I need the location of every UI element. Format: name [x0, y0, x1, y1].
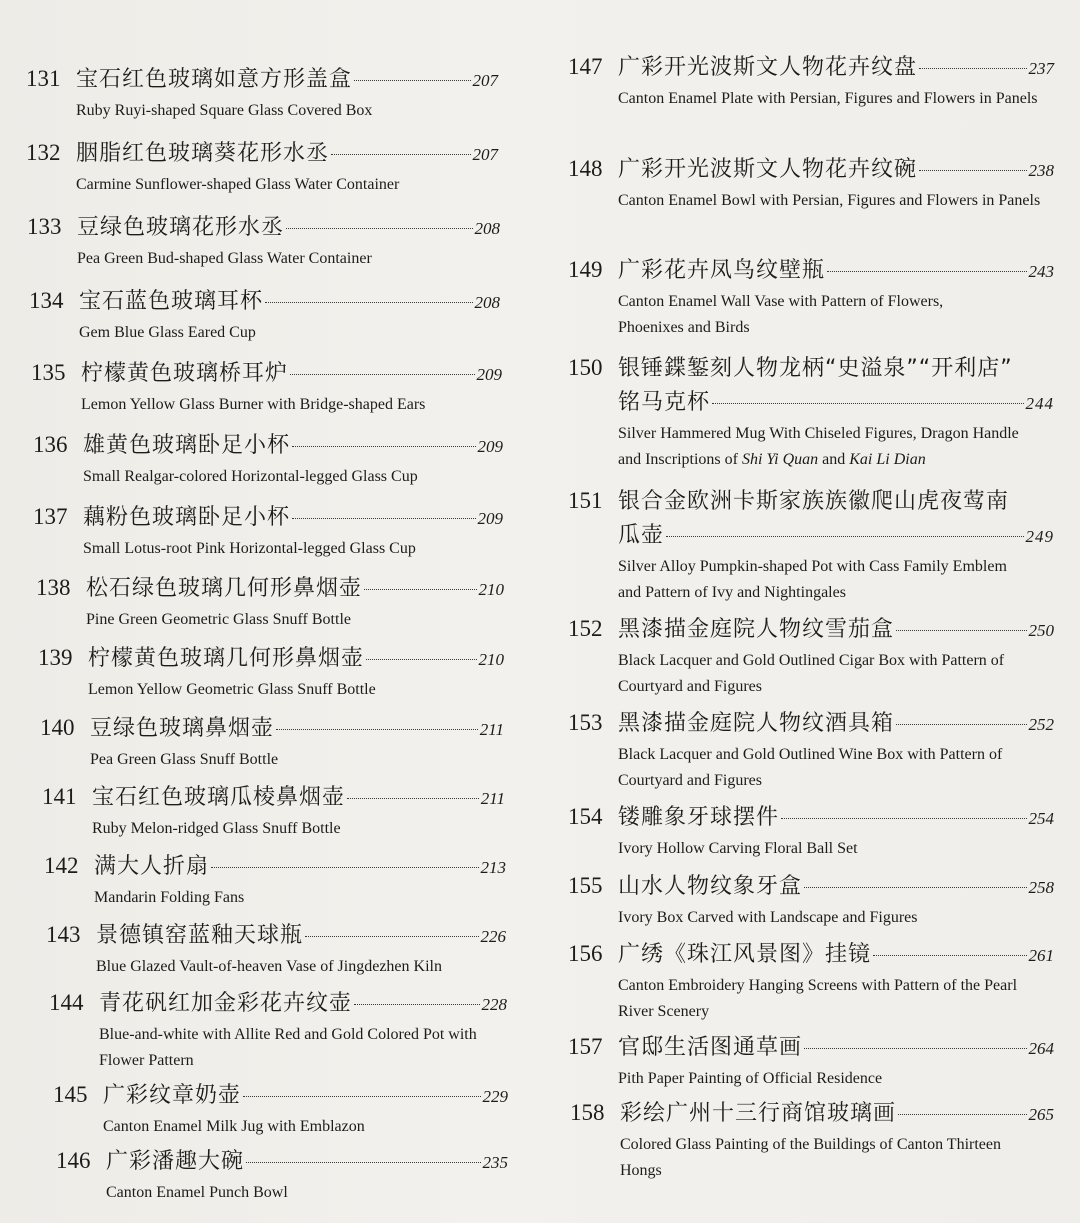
dot-leader: [286, 228, 472, 229]
dot-leader: [331, 154, 470, 155]
entry-title-en: Mandarin Folding Fans: [94, 889, 245, 906]
entry-page: 228: [481, 995, 507, 1014]
entry-page: 208: [474, 293, 500, 312]
entry-title-zh: 松石绿色玻璃几何形鼻烟壶: [86, 576, 363, 601]
entry-title-en: Pea Green Bud-shaped Glass Water Container: [77, 250, 372, 267]
entry-title-en: Ruby Ruyi-shaped Square Glass Covered Box: [76, 102, 373, 119]
entry-page: 261: [1028, 946, 1054, 965]
dot-leader: [364, 589, 476, 590]
entry-title-zh: 柠檬黄色玻璃桥耳炉: [81, 361, 289, 386]
entry-page: 258: [1028, 878, 1054, 897]
entry-title-zh: 黑漆描金庭院人物纹酒具箱: [618, 711, 895, 736]
entry-title-zh: 广彩潘趣大碗: [106, 1149, 245, 1174]
dot-leader: [898, 1114, 1026, 1115]
dot-leader: [712, 403, 1023, 404]
entry-title-zh: 宝石蓝色玻璃耳杯: [79, 289, 264, 314]
entry-title-en: Black Lacquer and Gold Outlined Cigar Box with Pattern of Courtyard and Figures: [618, 652, 1005, 695]
entry-title-en: Carmine Sunflower-shaped Glass Water Container: [76, 176, 400, 193]
dot-leader: [243, 1096, 480, 1097]
entry-number: 131: [26, 66, 61, 91]
toc-entry: [56, 1144, 508, 1206]
entry-number: 157: [568, 1034, 603, 1059]
entry-title-en: Ivory Hollow Carving Floral Ball Set: [618, 840, 858, 857]
entry-page: 207: [472, 71, 498, 90]
entry-title-zh: 宝石红色玻璃如意方形盖盒: [76, 67, 353, 92]
toc-entry: [33, 500, 503, 562]
toc-entry: [49, 986, 507, 1074]
entry-page: 265: [1028, 1105, 1054, 1124]
entry-title-en: Blue Glazed Vault-of-heaven Vase of Jingdezhen Kiln: [96, 958, 442, 975]
entry-number: 132: [26, 140, 61, 165]
entry-title-en: Canton Enamel Milk Jug with Emblazon: [103, 1118, 365, 1135]
entry-title-zh: 青花矾红加金彩花卉纹壶: [99, 991, 353, 1016]
dot-leader: [896, 630, 1026, 631]
dot-leader: [366, 659, 476, 660]
toc-entry: [53, 1078, 508, 1140]
entry-page: 213: [480, 858, 506, 877]
entry-number: 154: [568, 804, 603, 829]
entry-title-en: Lemon Yellow Glass Burner with Bridge-shaped Ears: [81, 396, 426, 413]
entry-title-en: Pea Green Glass Snuff Bottle: [90, 751, 279, 768]
entry-number: 156: [568, 941, 603, 966]
entry-title-en: Ivory Box Carved with Landscape and Figures: [618, 909, 918, 926]
entry-page: 254: [1028, 809, 1054, 828]
toc-entry: [568, 351, 1054, 473]
toc-entry: [26, 62, 498, 124]
entry-title-en: Pith Paper Painting of Official Residence: [618, 1070, 883, 1087]
entry-title-en: Canton Enamel Wall Vase with Pattern of Flowers, Phoenixes and Birds: [618, 293, 944, 336]
entry-page: 210: [478, 650, 504, 669]
entry-title-en: Pine Green Geometric Glass Snuff Bottle: [86, 611, 351, 628]
entry-number: 138: [36, 575, 71, 600]
entry-page: 226: [480, 927, 506, 946]
inscription-name: Shi Yi Quan: [741, 451, 819, 468]
entry-number: 155: [568, 873, 603, 898]
dot-leader: [290, 374, 474, 375]
entry-title-zh: 广彩花卉凤鸟纹壁瓶: [618, 258, 826, 283]
inscription-name: Kai Li Dian: [849, 451, 926, 468]
entry-number: 151: [568, 488, 603, 513]
toc-entry: [46, 918, 506, 980]
toc-entry: [568, 800, 1054, 862]
dot-leader: [354, 1004, 479, 1005]
dot-leader: [292, 518, 475, 519]
entry-title-zh: 银合金欧洲卡斯家族族徽爬山虎夜莺南: [618, 489, 1010, 514]
entry-number: 143: [46, 922, 81, 947]
dot-leader: [246, 1162, 480, 1163]
toc-entry: [568, 612, 1054, 700]
entry-title-en: Colored Glass Painting of the Buildings of Canton Thirteen Hongs: [620, 1136, 1001, 1179]
entry-number: 148: [568, 156, 603, 181]
entry-title-zh: 广彩纹章奶壶: [103, 1083, 242, 1108]
entry-title-en: Canton Embroidery Hanging Screens with Pattern of the Pearl River Scenery: [618, 977, 1018, 1020]
entry-number: 144: [49, 990, 84, 1015]
toc-entry: [568, 869, 1054, 931]
dot-leader: [827, 271, 1026, 272]
toc-entry: [568, 706, 1054, 794]
entry-page: 252: [1028, 715, 1054, 734]
toc-entry: [44, 849, 506, 911]
entry-page: 207: [472, 145, 498, 164]
entry-title-zh: 黑漆描金庭院人物纹雪茄盒: [618, 617, 895, 642]
entry-number: 147: [568, 54, 603, 79]
toc-entry: [33, 428, 503, 490]
entry-page: 210: [478, 580, 504, 599]
entry-number: 141: [42, 784, 77, 809]
entry-title-zh: 胭脂红色玻璃葵花形水丞: [76, 141, 330, 166]
dot-leader: [265, 302, 472, 303]
entry-title-en: Lemon Yellow Geometric Glass Snuff Bottle: [88, 681, 376, 698]
dot-leader: [211, 867, 478, 868]
dot-leader: [347, 798, 479, 799]
entry-title-en: Canton Enamel Bowl with Persian, Figures and Flowers in Panels: [618, 192, 1041, 209]
entry-title-zh: 镂雕象牙球摆件: [618, 805, 780, 830]
toc-entry: [568, 152, 1054, 214]
dot-leader: [292, 446, 475, 447]
entry-page: 238: [1028, 161, 1054, 180]
toc-entry: [568, 937, 1054, 1025]
entry-title-en: Black Lacquer and Gold Outlined Wine Box with Pattern of Courtyard and Figures: [618, 746, 1003, 789]
entry-number: 145: [53, 1082, 88, 1107]
entry-page: 211: [480, 789, 505, 808]
entry-title-zh: 宝石红色玻璃瓜棱鼻烟壶: [92, 785, 346, 810]
entry-title-en: Canton Enamel Punch Bowl: [106, 1184, 288, 1201]
entry-page: 208: [474, 219, 500, 238]
dot-leader: [354, 80, 470, 81]
entry-number: 137: [33, 504, 68, 529]
entry-title-zh: 藕粉色玻璃卧足小杯: [83, 505, 291, 530]
entry-title-zh: 景德镇窑蓝釉天球瓶: [96, 923, 304, 948]
toc-entry: [42, 780, 505, 842]
entry-number: 139: [38, 645, 73, 670]
toc-entry: [26, 136, 498, 198]
toc-entry: [40, 711, 504, 773]
entry-title-en: Silver Alloy Pumpkin-shaped Pot with Cass Family Emblem and Pattern of Ivy and Nightingales: [618, 558, 1007, 601]
toc-entry: [27, 210, 500, 272]
toc-entry: [568, 484, 1054, 606]
toc-entry: [31, 356, 502, 418]
entry-number: 140: [40, 715, 75, 740]
entry-title-en: Small Lotus-root Pink Horizontal-legged Glass Cup: [83, 540, 416, 557]
entry-page: 243: [1028, 262, 1054, 281]
entry-title-zh: 官邸生活图通草画: [618, 1035, 803, 1060]
entry-number: 150: [568, 355, 603, 380]
entry-number: 152: [568, 616, 603, 641]
entry-title-en: Gem Blue Glass Eared Cup: [79, 324, 256, 341]
entry-title-zh: 银锤鍱錾刻人物龙柄“史溢泉”“开利店”: [618, 356, 1013, 381]
dot-leader: [781, 818, 1026, 819]
dot-leader: [276, 729, 478, 730]
entry-number: 146: [56, 1148, 91, 1173]
dot-leader: [896, 724, 1026, 725]
entry-page: 264: [1028, 1039, 1054, 1058]
dot-leader: [873, 955, 1026, 956]
toc-entry: [38, 641, 504, 703]
entry-title-zh-cont: 铭马克杯: [618, 390, 711, 415]
dot-leader: [305, 936, 478, 937]
entry-title-zh: 豆绿色玻璃花形水丞: [77, 215, 285, 240]
entry-page: 229: [482, 1087, 508, 1106]
dot-leader: [919, 170, 1026, 171]
entry-number: 133: [27, 214, 62, 239]
entry-title-en: Blue-and-white with Allite Red and Gold Colored Pot with Flower Pattern: [99, 1026, 477, 1069]
toc-entry: [568, 50, 1054, 112]
dot-leader: [804, 1048, 1026, 1049]
entry-title-zh: 广绣《珠江风景图》挂镜: [618, 942, 872, 967]
entry-title-zh-cont: 瓜壶: [618, 523, 665, 548]
entry-number: 134: [29, 288, 64, 313]
entry-title-en: Canton Enamel Plate with Persian, Figures and Flowers in Panels: [618, 90, 1038, 107]
entry-number: 149: [568, 257, 603, 282]
entry-title-zh: 广彩开光波斯文人物花卉纹碗: [618, 157, 918, 182]
dot-leader: [666, 536, 1023, 537]
entry-page: 209: [477, 437, 503, 456]
entry-number: 153: [568, 710, 603, 735]
toc-entry: [570, 1096, 1054, 1184]
entry-title-en: Silver Hammered Mug With Chiseled Figures, Dragon Handle and Inscriptions of Shi Yi Quan and Kai Li Dian: [618, 425, 1019, 468]
entry-title-zh: 柠檬黄色玻璃几何形鼻烟壶: [88, 646, 365, 671]
entry-number: 135: [31, 360, 66, 385]
entry-title-zh: 豆绿色玻璃鼻烟壶: [90, 716, 275, 741]
toc-entry: [29, 284, 500, 346]
entry-page: 209: [477, 509, 503, 528]
entry-page: 244: [1025, 394, 1054, 413]
dot-leader: [804, 887, 1026, 888]
entry-page: 250: [1028, 621, 1054, 640]
entry-title-zh: 雄黄色玻璃卧足小杯: [83, 433, 291, 458]
entry-title-en: Ruby Melon-ridged Glass Snuff Bottle: [92, 820, 341, 837]
entry-title-zh: 彩绘广州十三行商馆玻璃画: [620, 1101, 897, 1126]
entry-page: 211: [479, 720, 504, 739]
entry-number: 142: [44, 853, 79, 878]
entry-number: 136: [33, 432, 68, 457]
entry-title-zh: 广彩开光波斯文人物花卉纹盘: [618, 55, 918, 80]
entry-number: 158: [570, 1100, 605, 1125]
entry-page: 249: [1025, 527, 1054, 546]
entry-page: 235: [482, 1153, 508, 1172]
toc-entry: [568, 253, 1054, 341]
entry-title-zh: 山水人物纹象牙盒: [618, 874, 803, 899]
entry-title-zh: 满大人折扇: [94, 854, 210, 879]
toc-entry: [568, 1030, 1054, 1092]
dot-leader: [919, 68, 1026, 69]
entry-page: 209: [476, 365, 502, 384]
entry-page: 237: [1028, 59, 1054, 78]
entry-title-en: Small Realgar-colored Horizontal-legged Glass Cup: [83, 468, 418, 485]
toc-entry: [36, 571, 504, 633]
